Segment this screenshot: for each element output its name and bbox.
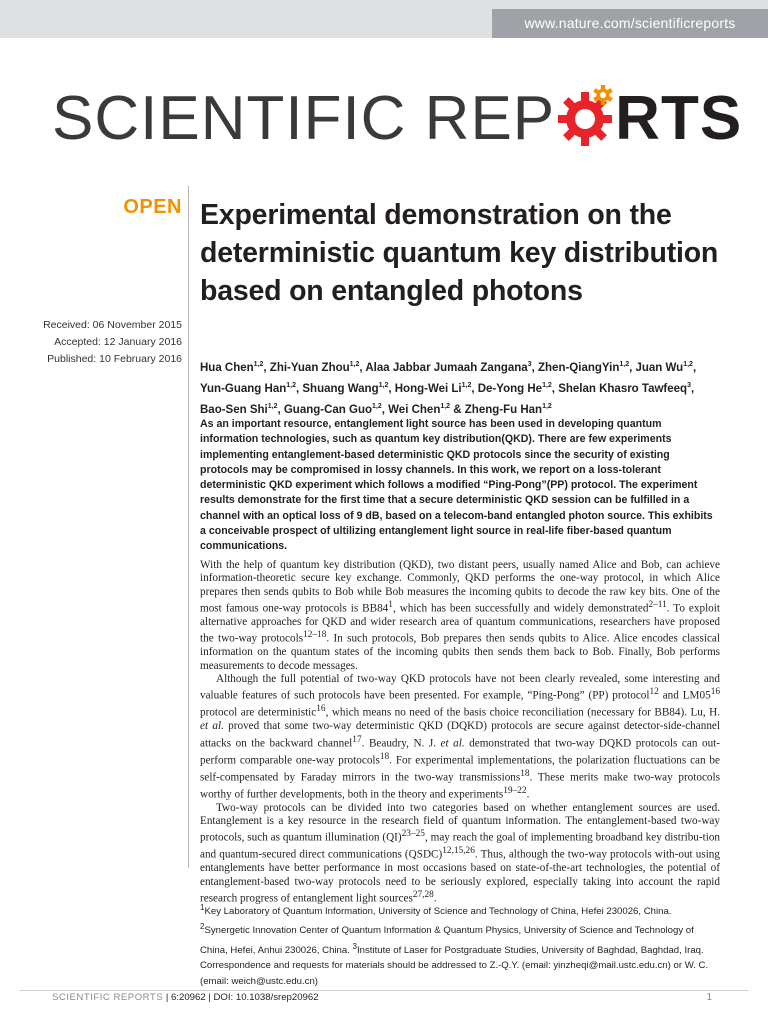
body-text: . [433, 892, 437, 905]
journal-url[interactable]: www.nature.com/scientificreports [492, 9, 768, 38]
author-affiliation: 1,2 [542, 402, 552, 410]
author-name[interactable]: Guang-Can Guo [283, 403, 373, 416]
article-title: Experimental demonstration on the deterministic quantum key distribution based on entangled photons [200, 199, 719, 307]
footer-journal-name: SCIENTIFIC REPORTS [52, 992, 164, 1003]
body-text: proved that some two-way deterministic QKD (DQKD) protocols are secure against detector-side-channel attacks on the backward channel [200, 720, 720, 750]
affiliation-text: Institute of Laser for Postgraduate Studies, University of Baghdad, Baghdad, Iraq. Correspondence and requests for materials should be addressed to Z.-Q.Y. (email: yinzheqi@mail.ustc.edu.cn) or W. C. (email: weich@ustc.edu.cn) [200, 945, 709, 987]
body-text: . Thus, although the two-way protocols with-out using entanglements have better performance in most occasions based on state-of-the-art technologies, the potential of entanglement-based two-way protocols need to be seriously explored, especially taking into account the rapid research progress of entanglement light sources [200, 848, 720, 905]
body-text: . Beaudry, N. J. [361, 737, 441, 750]
reference-link[interactable]: 16 [710, 687, 721, 698]
body-text: and LM05 [658, 689, 711, 702]
author-name[interactable]: Shuang Wang [302, 382, 379, 395]
author-affiliation: 1,2 [286, 381, 296, 389]
affiliation-text: Synergetic Innovation Center of Quantum Information & Quantum Physics, University of Science and Technology of China, Hefei, Anhui 230026, China. [200, 925, 694, 957]
author-name[interactable]: Yun-Guang Han [200, 382, 287, 395]
author-affiliation: 1,2 [440, 402, 451, 410]
author-affiliation: 3 [527, 361, 532, 368]
affiliation-number: 1 [200, 903, 205, 912]
reference-link[interactable]: 12,15,26 [442, 846, 475, 857]
reference-link[interactable]: 19–22 [503, 785, 527, 796]
reference-link[interactable]: 17 [352, 734, 362, 745]
column-divider [188, 186, 189, 868]
body-text: , which means no need of the basis choice reconciliation (necessary for BB84). Lu, H. [325, 706, 720, 719]
journal-masthead [52, 84, 743, 154]
author-name[interactable]: Zhi-Yuan Zhou [269, 361, 350, 374]
open-access-label: OPEN [123, 196, 182, 218]
author-affiliation: 1,2 [619, 361, 630, 368]
footer-doi[interactable]: | 6:20962 | DOI: 10.1038/srep20962 [163, 992, 319, 1003]
reference-link[interactable]: 18 [520, 768, 530, 779]
author-name[interactable]: De-Yong He [477, 382, 543, 395]
affiliation-text: Key Laboratory of Quantum Information, University of Science and Technology of China, Hefei 230026, China. [204, 906, 672, 918]
footer-citation [52, 991, 612, 1005]
masthead-text-end: RTS [615, 84, 743, 153]
reference-link[interactable]: 1 [388, 599, 393, 610]
accepted-date: Accepted: 12 January 2016 [54, 336, 182, 348]
body-text: , may reach the goal of implementing broadband key distribu-tion and quantum-secured direct communications (QSDC) [200, 831, 721, 861]
author-affiliation: 1,2 [378, 381, 389, 389]
author-name[interactable]: Hong-Wei Li [394, 382, 462, 395]
page-number: 1 [706, 992, 712, 1003]
body-text-italic: et al. [440, 737, 465, 750]
author-affiliation: 1,2 [372, 402, 382, 410]
reference-link[interactable]: 2–11 [648, 599, 667, 610]
author-affiliation: 1,2 [349, 361, 360, 368]
body-text: protocol are deterministic [200, 706, 317, 719]
author-affiliation: 3 [687, 381, 691, 389]
reference-link[interactable]: 16 [316, 704, 326, 715]
masthead-text: SCIENTIFIC REP [52, 84, 556, 153]
article-body [200, 559, 720, 906]
author-affiliation: 1,2 [253, 361, 264, 368]
gear-logo-icon [557, 85, 613, 147]
body-text: . To exploit alternative approaches for QKD and wider research area of quantum communications, researchers have proposed the two-way protocols [200, 602, 720, 645]
reference-link[interactable]: 12–18 [303, 630, 327, 641]
author-affiliation: 1,2 [542, 381, 552, 389]
body-text: demonstrated that two-way DQKD protocols can out-perform comparable one-way protocols [200, 737, 721, 767]
author-name[interactable]: Juan Wu [635, 361, 684, 374]
body-text: Although the full potential of two-way QKD protocols have not been clearly revealed, some interesting and valuable features of such protocols have been presented. For example, “Ping-Pong” (PP) protocol [200, 672, 720, 702]
reference-link[interactable]: 12 [649, 687, 659, 698]
received-date: Received: 06 November 2015 [43, 319, 182, 331]
published-date: Published: 10 February 2016 [47, 353, 182, 365]
reference-link[interactable]: 18 [379, 751, 390, 762]
body-paragraph [200, 802, 720, 906]
body-text: Two-way protocols can be divided into two categories based on whether entanglement sources are used. Entanglement is a key resource in the research field of quantum information. The entanglement-based two-way protocols, such as quantum illumination (QI) [200, 801, 720, 844]
author-name[interactable]: Hua Chen [200, 361, 254, 374]
author-name[interactable]: Shelan Khasro Tawfeeq [558, 382, 688, 395]
body-text: . For experimental implementations, the polarization fluctuations can be self-compensated by Faraday mirrors in the two-way transmissions [200, 754, 720, 784]
header-bar [0, 0, 768, 38]
author-name[interactable]: Alaa Jabbar Jumaah Zangana [365, 361, 528, 374]
author-name[interactable]: Wei Chen [388, 403, 441, 416]
author-list: Hua Chen$^{1,2}$, Zhi-Yuan Zhou$^{1,2}$, Alaa Jabbar Jumaah Zangana$^3$, Zhen-QiangYin$^{1,2}$, Juan Wu$^{1,2}$, Yun-Guang Han$^{1,2}$, Shuang Wang$^{1,2}$, Hong-Wei Li$^{1,2}$, De-Yong He$^{1,2}$, Shelan Khasro Tawfeeq$^3$, Bao-Sen Shi$^{1,2}$, Guang-Can Guo$^{1,2}$, Wei Chen$^{1,2}$ & Zheng-Fu Han$^{1,2}$ [200, 361, 697, 416]
author-name[interactable]: Zhen-QiangYin [538, 361, 620, 374]
publication-dates [20, 317, 182, 368]
reference-link[interactable]: 23–25 [401, 829, 425, 840]
body-text: , which has been successfully and widely demonstrated [392, 602, 649, 615]
body-text: . [526, 788, 530, 801]
body-text: With the help of quantum key distribution (QKD), two distant peers, usually named Alice and Bob, can achieve information-theoretic secure key exchange. Commonly, QKD performs the one-way protocol, in which Alice prepares then sends qubits to Bob while Bob measures the incoming qubits to decode the raw key bits. One of the most famous one-way protocols is BB84 [200, 559, 720, 615]
abstract: As an important resource, entanglement light source has been used in developing quantum information technologies, such as quantum key distribution(QKD). There are few experiments implementing entanglement-based deterministic QKD protocols since the security of existing protocols may be compromised in lossy channels. In this work, we report on a loss-tolerant deterministic QKD experiment which follows a modified “Ping-Pong”(PP) protocol. The experiment results demonstrate for the first time that a secure deterministic QKD session can be fulfilled in a channel with an optical loss of 9 dB, based on a telecom-band entangled photon source. This exhibits a conceivable prospect of ultilizing entanglement light source in real-life fiber-based quantum communications. [200, 418, 713, 553]
body-text: . In such protocols, Bob prepares then sends qubits to Alice. Alice encodes classical information on the quantum states of the incoming qubits then sends them back to Bob. Finally, Bob performs measurements to decode messages. [200, 632, 721, 672]
affiliations [200, 900, 720, 989]
affiliation-number: 2 [200, 922, 205, 932]
author-name[interactable]: Zheng-Fu Han [464, 403, 543, 416]
reference-link[interactable]: 27,28 [412, 889, 434, 900]
author-affiliation: 1,2 [267, 402, 278, 410]
author-name[interactable]: Bao-Sen Shi [200, 403, 268, 416]
body-text: . These merits make two-way protocols worthy of further developments, both in the theory and experiments [200, 771, 720, 801]
body-paragraph [200, 673, 720, 802]
body-paragraph [200, 559, 720, 673]
author-affiliation: 1,2 [461, 381, 472, 389]
body-text-italic: et al. [200, 720, 224, 733]
author-affiliation: 1,2 [683, 361, 693, 368]
affiliation-number: 3 [352, 941, 357, 951]
